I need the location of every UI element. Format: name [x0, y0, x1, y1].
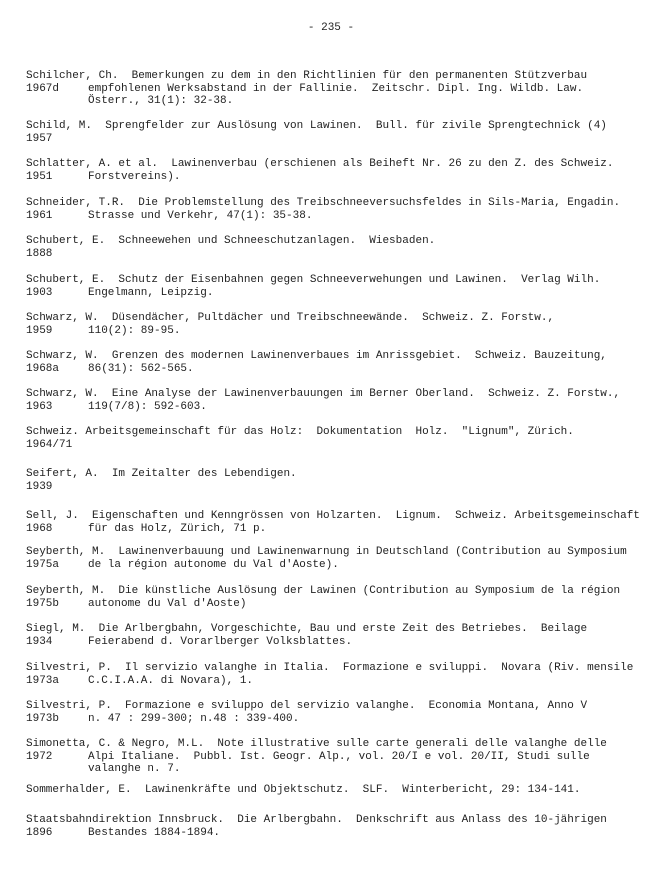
entry-continuation: Forstvereins). [88, 170, 181, 183]
entry-year: 1968 [26, 522, 53, 535]
entry-year: 1967d [26, 82, 60, 95]
entry-continuation: 86(31): 562-565. [88, 362, 194, 375]
bibliography-entry [26, 546, 646, 571]
entry-continuation: C.C.I.A.A. di Novara), 1. [88, 674, 254, 687]
entry-citation: Silvestri, P. Il servizio valanghe in Italia. Formazione e sviluppi. Novara (Riv. mensile [26, 662, 634, 674]
entry-line [26, 559, 646, 572]
entry-continuation: autonome du Val d'Aoste) [88, 597, 247, 610]
entry-citation: Staatsbahndirektion Innsbruck. Die Arlbergbahn. Denkschrift aus Anlass des 10-jährigen [26, 814, 607, 826]
entry-citation: Schubert, E. Schutz der Eisenbahnen gegen Schneeverwehungen und Lawinen. Verlag Wilh. [26, 274, 601, 286]
bibliography-entry [26, 312, 646, 337]
entry-citation: Schild, M. Sprengfelder zur Auslösung von Lawinen. Bull. für zivile Sprengtechnick (4) [26, 120, 607, 132]
entry-year: 1963 [26, 400, 53, 413]
bibliography-entry [26, 700, 646, 725]
entry-line [26, 481, 646, 494]
entry-line [26, 439, 646, 452]
entry-line [26, 751, 646, 764]
entry-continuation: 110(2): 89-95. [88, 324, 181, 337]
bibliography-entry [26, 70, 646, 108]
entry-citation: Seyberth, M. Lawinenverbauung und Lawinenwarnung in Deutschland (Contribution au Symposium [26, 546, 627, 558]
entry-citation: Schwarz, W. Grenzen des modernen Lawinenverbaues im Anrissgebiet. Schweiz. Bauzeitung, [26, 350, 607, 362]
entry-citation: Schwarz, W. Eine Analyse der Lawinenverbauungen im Berner Oberland. Schweiz. Z. Forstw., [26, 388, 621, 400]
entry-citation: Schilcher, Ch. Bemerkungen zu dem in den Richtlinien für den permanenten Stützverbau [26, 70, 588, 82]
entry-year: 1957 [26, 132, 53, 145]
entry-continuation: de la région autonome du Val d'Aoste). [88, 558, 339, 571]
bibliography-entry [26, 585, 646, 610]
entry-citation: Schneider, T.R. Die Problemstellung des Treibschneeversuchsfeldes in Sils-Maria, Engadin. [26, 197, 621, 209]
entry-line [26, 598, 646, 611]
bibliography-entry [26, 623, 646, 648]
entry-continuation: empfohlenen Werksabstand in der Fallinie. Zeitschr. Dipl. Ing. Wildb. Law. [88, 82, 584, 95]
entry-year: 1973a [26, 674, 60, 687]
entry-line [26, 287, 646, 300]
page-number: - 235 - [307, 22, 355, 34]
entry-year: 1888 [26, 247, 53, 260]
entry-year: 1959 [26, 324, 53, 337]
entry-line [26, 133, 646, 146]
entry-year: 1961 [26, 209, 53, 222]
entry-continuation: valanghe n. 7. [88, 763, 181, 776]
bibliography-entry [26, 662, 646, 687]
entry-citation: Simonetta, C. & Negro, M.L. Note illustrative sulle carte generali delle valanghe delle [26, 738, 607, 750]
entry-year: 1975b [26, 597, 60, 610]
entry-line [26, 636, 646, 649]
entry-continuation: 119(7/8): 592-603. [88, 400, 207, 413]
entry-citation: Schubert, E. Schneewehen und Schneeschutzanlagen. Wiesbaden. [26, 235, 436, 247]
entry-line [26, 363, 646, 376]
entry-line [26, 713, 646, 726]
entry-citation: Sommerhalder, E. Lawinenkräfte und Objektschutz. SLF. Winterbericht, 29: 134-141. [26, 784, 581, 796]
bibliography-entry [26, 274, 646, 299]
bibliography-entry [26, 814, 646, 839]
entry-continuation: Feierabend d. Vorarlberger Volksblattes. [88, 635, 353, 648]
entry-year: 1939 [26, 480, 53, 493]
bibliography-entry [26, 738, 646, 776]
bibliography-entry [26, 426, 646, 451]
bibliography-entry [26, 784, 646, 797]
entry-line [26, 675, 646, 688]
bibliography-entry [26, 120, 646, 145]
bibliography-entry [26, 158, 646, 183]
bibliography-entry [26, 235, 646, 260]
entry-line [26, 248, 646, 261]
bibliography-entry [26, 197, 646, 222]
bibliography-entry [26, 468, 646, 493]
entry-year: 1968a [26, 362, 60, 375]
entry-line [26, 83, 646, 96]
entry-year: 1975a [26, 558, 60, 571]
entry-citation: Siegl, M. Die Arlbergbahn, Vorgeschichte, Bau und erste Zeit des Betriebes. Beilage [26, 623, 588, 635]
entry-continuation: Strasse und Verkehr, 47(1): 35-38. [88, 209, 313, 222]
entry-continuation: Engelmann, Leipzig. [88, 286, 214, 299]
entry-citation: Schwarz, W. Düsendächer, Pultdächer und Treibschneewände. Schweiz. Z. Forstw., [26, 312, 555, 324]
entry-line [26, 827, 646, 840]
entry-line [26, 401, 646, 414]
entry-year: 1903 [26, 286, 53, 299]
entry-line [26, 95, 646, 108]
entry-continuation: Bestandes 1884-1894. [88, 826, 221, 839]
entry-citation: Seyberth, M. Die künstliche Auslösung der Lawinen (Contribution au Symposium de la région [26, 585, 621, 597]
entry-line [26, 171, 646, 184]
entry-citation: Schlatter, A. et al. Lawinenverbau (erschienen als Beiheft Nr. 26 zu den Z. des Schweiz. [26, 158, 614, 170]
entry-year: 1973b [26, 712, 60, 725]
entry-year: 1896 [26, 826, 53, 839]
entry-year: 1972 [26, 750, 53, 763]
entry-line [26, 523, 646, 536]
entry-citation: Seifert, A. Im Zeitalter des Lebendigen. [26, 468, 297, 480]
entry-continuation: Alpi Italiane. Pubbl. Ist. Geogr. Alp., vol. 20/I e vol. 20/II, Studi sulle [88, 750, 590, 763]
entry-citation: Silvestri, P. Formazione e sviluppo del servizio valanghe. Economia Montana, Anno V [26, 700, 588, 712]
entry-year: 1934 [26, 635, 53, 648]
entry-continuation: n. 47 : 299-300; n.48 : 339-400. [88, 712, 300, 725]
entry-year: 1964/71 [26, 438, 73, 451]
bibliography-entry [26, 350, 646, 375]
bibliography-entry [26, 510, 646, 535]
bibliography-entry [26, 388, 646, 413]
entry-continuation: für das Holz, Zürich, 71 p. [88, 522, 267, 535]
entry-citation: Sell, J. Eigenschaften und Kenngrössen von Holzarten. Lignum. Schweiz. Arbeitsgemeinschaft [26, 510, 640, 522]
entry-line [26, 210, 646, 223]
entry-line [26, 763, 646, 776]
entry-citation: Schweiz. Arbeitsgemeinschaft für das Holz: Dokumentation Holz. "Lignum", Zürich. [26, 426, 574, 438]
entry-year: 1951 [26, 170, 53, 183]
entry-line [26, 325, 646, 338]
entry-continuation: Österr., 31(1): 32-38. [88, 95, 234, 108]
